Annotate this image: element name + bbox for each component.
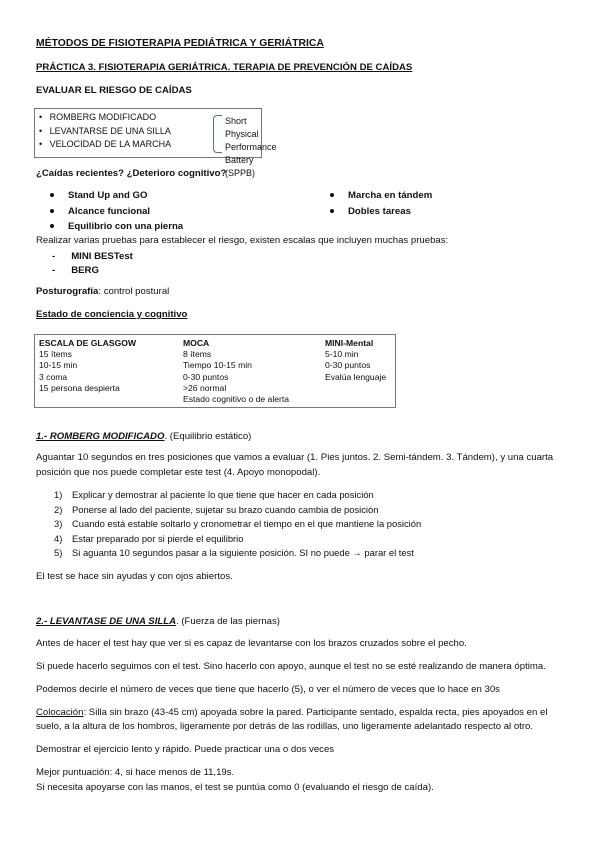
conscious-heading: Estado de conciencia y cognitivo (36, 309, 188, 320)
evaluate-heading: EVALUAR EL RIESGO DE CAÍDAS (36, 85, 192, 96)
test-item: Alcance funcional (50, 204, 183, 220)
section2-p4: Demostrar el ejercicio lento y rápido. Puede practicar una o dos veces (36, 744, 335, 755)
section1-para-line2: posición que nos puede completar este test (4. Apoyo monopodal). (36, 467, 321, 478)
scale-item: - MINI BESTest (52, 251, 133, 262)
step-item: 2) Ponerse al lado del paciente, sujetar su brazo cuando cambia de posición (54, 503, 379, 515)
step-item: 5) Si aguanta 10 segundos pasar a la siguiente posición. SI no puede → parar el test (54, 547, 414, 558)
scale-item: - BERG (52, 265, 99, 276)
section1-heading: 1.- ROMBERG MODIFICADO. (Equilibrio estático) (36, 431, 252, 442)
practice-text: FISIOTERAPIA GERIÁTRICA. TERAPIA DE PREVENCIÓN DE CAÍDAS (95, 62, 413, 73)
section2-p2: Si puede hacerlo seguimos con el test. Sino hacerlo con apoyo, aunque el test no se esté realizando de manera óptima. (36, 661, 546, 672)
glasgow-column: ESCALA DE GLASGOW 15 ítems 10-15 min 3 coma 15 persona despierta (39, 338, 137, 393)
scales-intro: Realizar varias pruebas para establecer el riesgo, existen escalas que incluyen muchas pruebas: (36, 235, 449, 246)
risk-test-item: • LEVANTARSE DE UNA SILLA (39, 125, 171, 136)
test-item: Dobles tareas (330, 204, 432, 220)
section1-note: El test se hace sin ayudas y con ojos abiertos. (36, 571, 233, 582)
brace-bracket (213, 115, 222, 153)
section2-heading: 2.- LEVANTASE DE UNA SILLA. (Fuerza de las piernas) (36, 616, 280, 627)
cognitive-scales-table (34, 334, 396, 408)
mini-mental-column: MINI-Mental 5-10 min 0-30 puntos Evalúa lenguaje (325, 338, 387, 382)
risk-test-item: • ROMBERG MODIFICADO (39, 112, 157, 122)
risk-question: ¿Caídas recientes? ¿Deterioro cognitivo? (36, 168, 227, 179)
practice-label: PRÁCTICA 3. (36, 62, 96, 73)
section2-p6: Si necesita apoyarse con las manos, el test se puntúa como 0 (evaluando el riesgo de caída). (36, 782, 434, 793)
section2-p5: Mejor puntuación: 4, si hace menos de 11,19s. (36, 767, 235, 778)
step-item: 1) Explicar y demostrar al paciente lo que tiene que hacer en cada posición (54, 489, 374, 500)
section1-steps (54, 488, 421, 561)
practice-heading (36, 62, 412, 74)
test-item: Equilibrio con una pierna (50, 219, 183, 235)
posturography-line: Posturografía: control postural (36, 286, 170, 297)
moca-column: MOCA 8 ítems Tiempo 10-15 min 0-30 puntos >26 normal Estado cognitivo o de alerta (183, 338, 290, 405)
section2-p3: Podemos decirle el número de veces que tiene que hacerlo (5), o ver el número de veces que lo hace en 30s (36, 684, 500, 695)
step-item: 3) Cuando está estable soltarlo y cronometrar el tiempo en el que mantiene la posición (54, 518, 422, 529)
step-item: 4) Estar preparado por si pierde el equilibrio (54, 532, 244, 544)
section2-placement-line2: suelo, a la altura de los hombros, ligeramente por detrás de las rodillas, uno ligeramente adelantado respecto al otro. (36, 721, 534, 732)
risk-test-item: • VELOCIDAD DE LA MARCHA (39, 139, 172, 149)
section2-placement-line1: Colocación: Silla sin brazo (43-45 cm) apoyada sobre la pared. Participante sentado, espalda recta, pies apoyados en el (36, 707, 548, 718)
test-item: Marcha en tándem (330, 188, 432, 204)
tests-right-list (330, 188, 432, 219)
tests-left-list (50, 188, 183, 235)
page-title: MÉTODOS DE FISIOTERAPIA PEDIÁTRICA Y GERIÁTRICA (36, 38, 324, 49)
section2-p1: Antes de hacer el test hay que ver si es capaz de levantarse con los brazos cruzados sobre el pecho. (36, 638, 467, 649)
scales-list (52, 250, 133, 278)
sppb-label: Short Physical Performance Battery (SPPB) (225, 116, 277, 178)
section1-para-line1: Aguantar 10 segundos en tres posiciones que vamos a evaluar (1. Pies juntos. 2. Semi-tándem. 3. Tándem), y una cuarta (36, 452, 554, 463)
risk-tests-list (39, 111, 171, 152)
test-item: Stand Up and GO (50, 188, 183, 204)
